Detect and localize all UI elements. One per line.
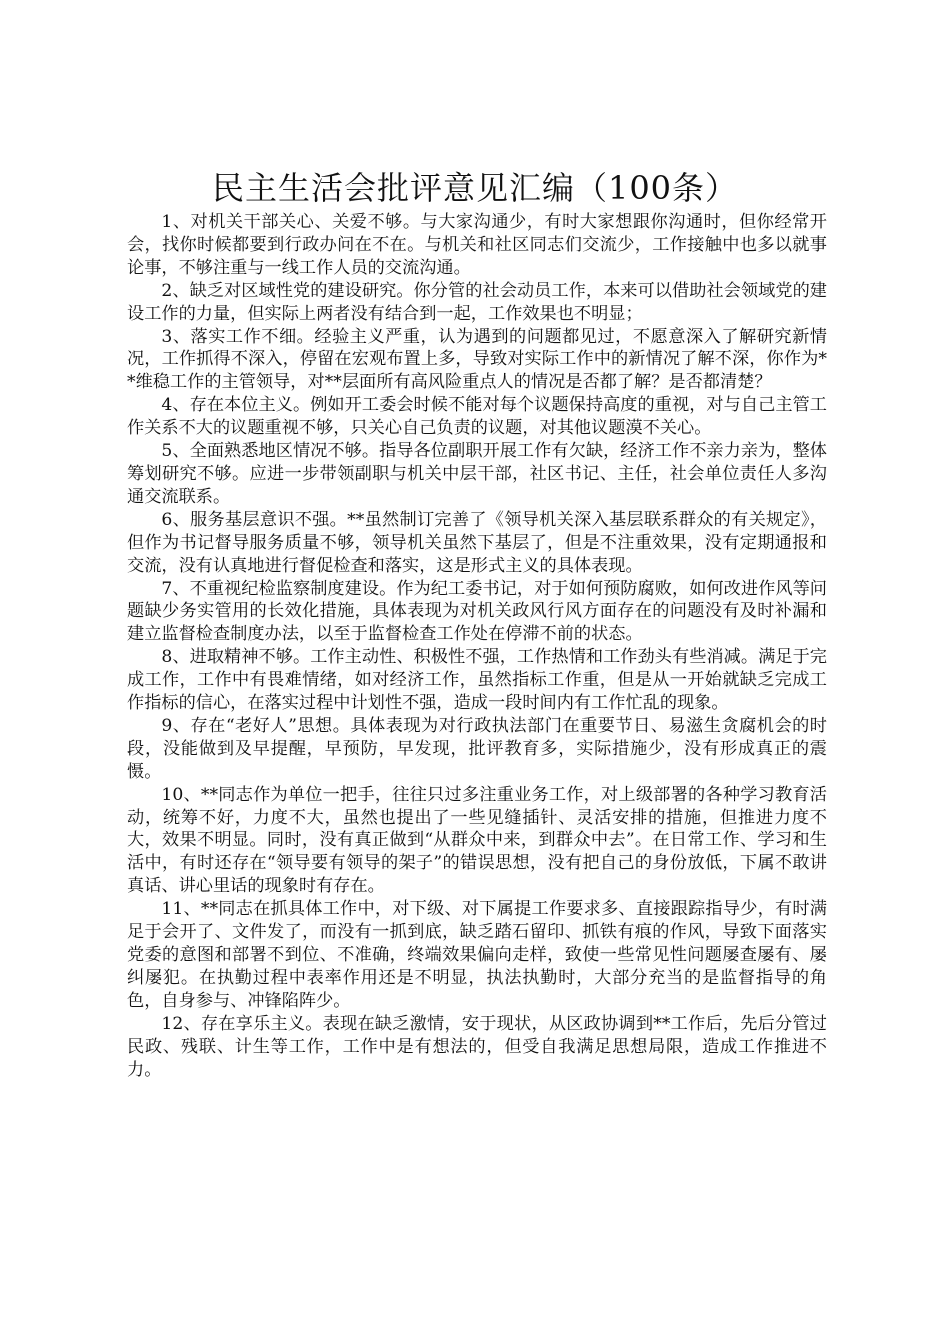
paragraph-3: 3、落实工作不细。经验主义严重，认为遇到的问题都见过，不愿意深入了解研究新情况，工作抓得不深入，停留在宏观布置上多，导致对实际工作中的新情况了解不深，你作为**维稳工作的主管领导，对**层面所有高风险重点人的情况是否都了解？是否都清楚？ xyxy=(127,326,827,393)
paragraph-9: 9、存在“老好人”思想。具体表现为对行政执法部门在重要节日、易滋生贪腐机会的时段，没能做到及早提醒，早预防，早发现，批评教育多，实际措施少，没有形成真正的震慑。 xyxy=(127,715,827,782)
paragraph-6: 6、服务基层意识不强。**虽然制订完善了《领导机关深入基层联系群众的有关规定》，但作为书记督导服务质量不够，领导机关虽然下基层了，但是不注重效果，没有定期通报和交流，没有认真地进行督促检查和落实，这是形式主义的具体表现。 xyxy=(127,509,827,576)
paragraph-7: 7、不重视纪检监察制度建设。作为纪工委书记，对于如何预防腐败，如何改进作风等问题缺少务实管用的长效化措施，具体表现为对机关政风行风方面存在的问题没有及时补漏和建立监督检查制度办法，以至于监督检查工作处在停滞不前的状态。 xyxy=(127,578,827,645)
paragraph-5: 5、全面熟悉地区情况不够。指导各位副职开展工作有欠缺，经济工作不亲力亲为，整体筹划研究不够。应进一步带领副职与机关中层干部，社区书记、主任，社会单位责任人多沟通交流联系。 xyxy=(127,441,827,507)
paragraph-4: 4、存在本位主义。例如开工委会时候不能对每个议题保持高度的重视，对与自己主管工作关系不大的议题重视不够，只关心自己负责的议题，对其他议题漠不关心。 xyxy=(127,395,827,439)
document-body xyxy=(127,211,827,1081)
document-title: 民主生活会批评意见汇编（100条） xyxy=(211,169,739,207)
paragraph-11: 11、**同志在抓具体工作中，对下级、对下属提工作要求多、直接跟踪指导少，有时满足于会开了、文件发了，而没有一抓到底，缺乏踏石留印、抓铁有痕的作风，导致下面落实党委的意图和部署不到位、不准确，终端效果偏向走样，致使一些常见性问题屡查屡有、屡纠屡犯。在执勤过程中表率作用还是不明显，执法执勤时，大部分充当的是监督指导的角色，自身参与、冲锋陷阵少。 xyxy=(127,899,827,1011)
paragraph-2: 2、缺乏对区域性党的建设研究。你分管的社会动员工作，本来可以借助社会领域党的建设工作的力量，但实际上两者没有结合到一起，工作效果也不明显； xyxy=(127,280,827,324)
paragraph-12: 12、存在享乐主义。表现在缺乏激情，安于现状，从区政协调到**工作后，先后分管过民政、残联、计生等工作，工作中是有想法的，但受自我满足思想局限，造成工作推进不力。 xyxy=(127,1013,827,1080)
paragraph-1: 1、对机关干部关心、关爱不够。与大家沟通少，有时大家想跟你沟通时，但你经常开会，找你时候都要到行政办问在不在。与机关和社区同志们交流少，工作接触中也多以就事论事，不够注重与一线工作人员的交流沟通。 xyxy=(127,212,827,278)
paragraph-10: 10、**同志作为单位一把手，往往只过多注重业务工作，对上级部署的各种学习教育活动，统筹不好，力度不大，虽然也提出了一些见缝插针、灵活安排的措施，但推进力度不大，效果不明显。同时，没有真正做到“从群众中来，到群众中去”。在日常工作、学习和生活中，有时还存在“领导要有领导的架子”的错误思想，没有把自己的身份放低，下属不敢讲真话、讲心里话的现象时有存在。 xyxy=(127,784,827,897)
paragraph-8: 8、进取精神不够。工作主动性、积极性不强，工作热情和工作劲头有些消减。满足于完成工作，工作中有畏难情绪，如对经济工作，虽然指标工作重，但是从一开始就缺乏完成工作指标的信心，在落实过程中计划性不强，造成一段时间内有工作忙乱的现象。 xyxy=(127,647,827,714)
